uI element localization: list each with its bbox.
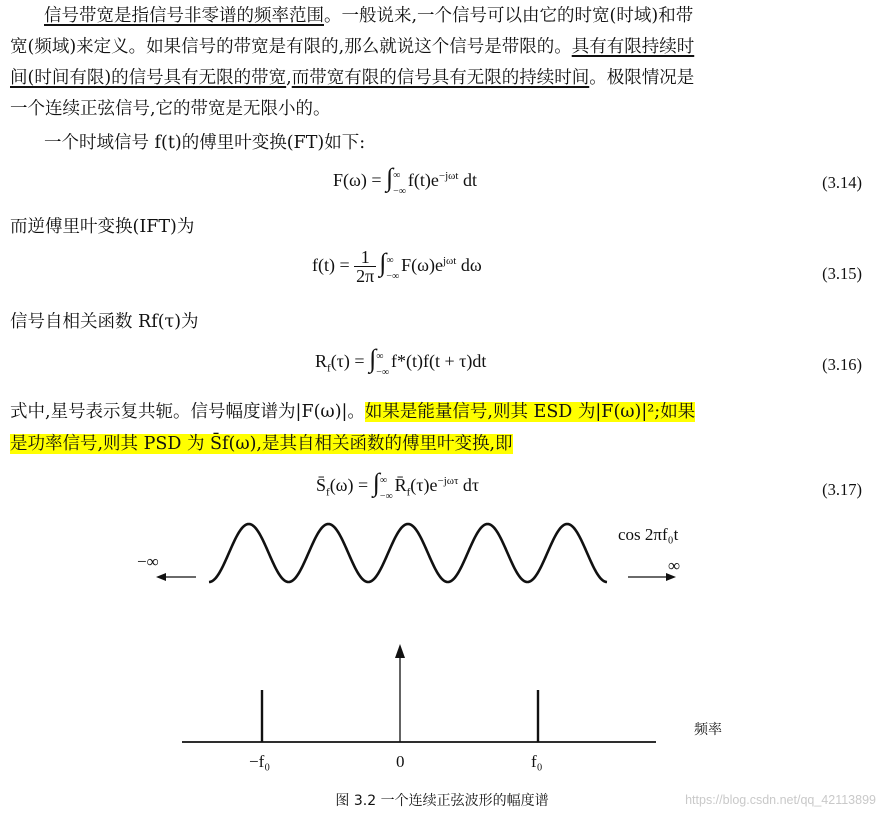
equation-3-16: $R_f(\tau)$ = ∫∞ −∞f*(t)f(t + τ)dt	[315, 344, 487, 378]
wave-label: cos 2πf₀t	[618, 525, 679, 544]
equation-number-3-15: (3.15)	[822, 264, 862, 283]
paragraph-ft-intro: 一个时域信号 f(t)的傅里叶变换(FT)如下:	[44, 133, 366, 153]
left-arrow-icon	[156, 573, 196, 581]
vertical-axis-arrow-icon	[395, 644, 405, 742]
equation-number-3-16: (3.16)	[822, 355, 862, 374]
left-infinity-label: −∞	[137, 552, 159, 571]
equation-number-3-14: (3.14)	[822, 173, 862, 192]
equation-3-14: F(ω) = ∫∞ $-\infty f(t)e^{-j\omega t}$ dt	[333, 163, 477, 197]
equation-3-17: $S̄_f(\omega)$ = ∫∞ $-\infty R̄_f(\tau)e^{-j\omega\tau}$ dτ	[316, 468, 480, 502]
paragraph-autocorrelation-intro: 信号自相关函数 Rf(τ)为	[10, 312, 199, 332]
equation-3-15: $f(t) = \frac{1}{2\pi}$ ∫∞ $-\infty F(\omega)e^{j\omega t}$ dω	[312, 247, 482, 287]
highlight-psd: 是功率信号,则其 PSD 为 S̄f(ω),是其自相关函数的傅里叶变换,即	[10, 434, 513, 454]
watermark: https://blog.csdn.net/qq_42113899	[685, 793, 876, 807]
figure-caption: 图 3.2 一个连续正弦波形的幅度谱	[335, 793, 549, 809]
paragraph-1-line-4: 一个连续正弦信号,它的带宽是无限小的。	[10, 99, 331, 119]
equation-number-3-17: (3.17)	[822, 480, 862, 499]
sine-wave	[209, 524, 607, 582]
paragraph-spectrum-line-1: 式中,星号表示复共轭。信号幅度谱为|F(ω)|。如果是能量信号,则其 ESD 为|F(ω)|²;如果	[10, 402, 696, 422]
tick-label-zero: 0	[396, 752, 405, 771]
paragraph-ift-intro: 而逆傅里叶变换(IFT)为	[10, 217, 195, 237]
paragraph-1-line-2: 宽(频域)来定义。如果信号的带宽是有限的,那么就说这个信号是带限的。具有有限持续时	[10, 37, 695, 57]
tick-label-pos-f0: f₀	[531, 752, 543, 771]
paragraph-1-line-1: 信号带宽是指信号非零谱的频率范围。一般说来,一个信号可以由它的时宽(时域)和带	[44, 6, 694, 26]
paragraph-1-line-3: 间(时间有限)的信号具有无限的带宽,而带宽有限的信号具有无限的持续时间。极限情况是	[10, 68, 695, 88]
tick-label-neg-f0: −f₀	[249, 752, 271, 771]
defined-term-bandwidth: 信号带宽是指信号非零谱的频率范围	[44, 6, 324, 26]
right-infinity-label: ∞	[668, 556, 681, 575]
highlight-esd: 如果是能量信号,则其 ESD 为|F(ω)|²;	[364, 402, 661, 422]
axis-label-frequency: 频率	[694, 722, 722, 738]
